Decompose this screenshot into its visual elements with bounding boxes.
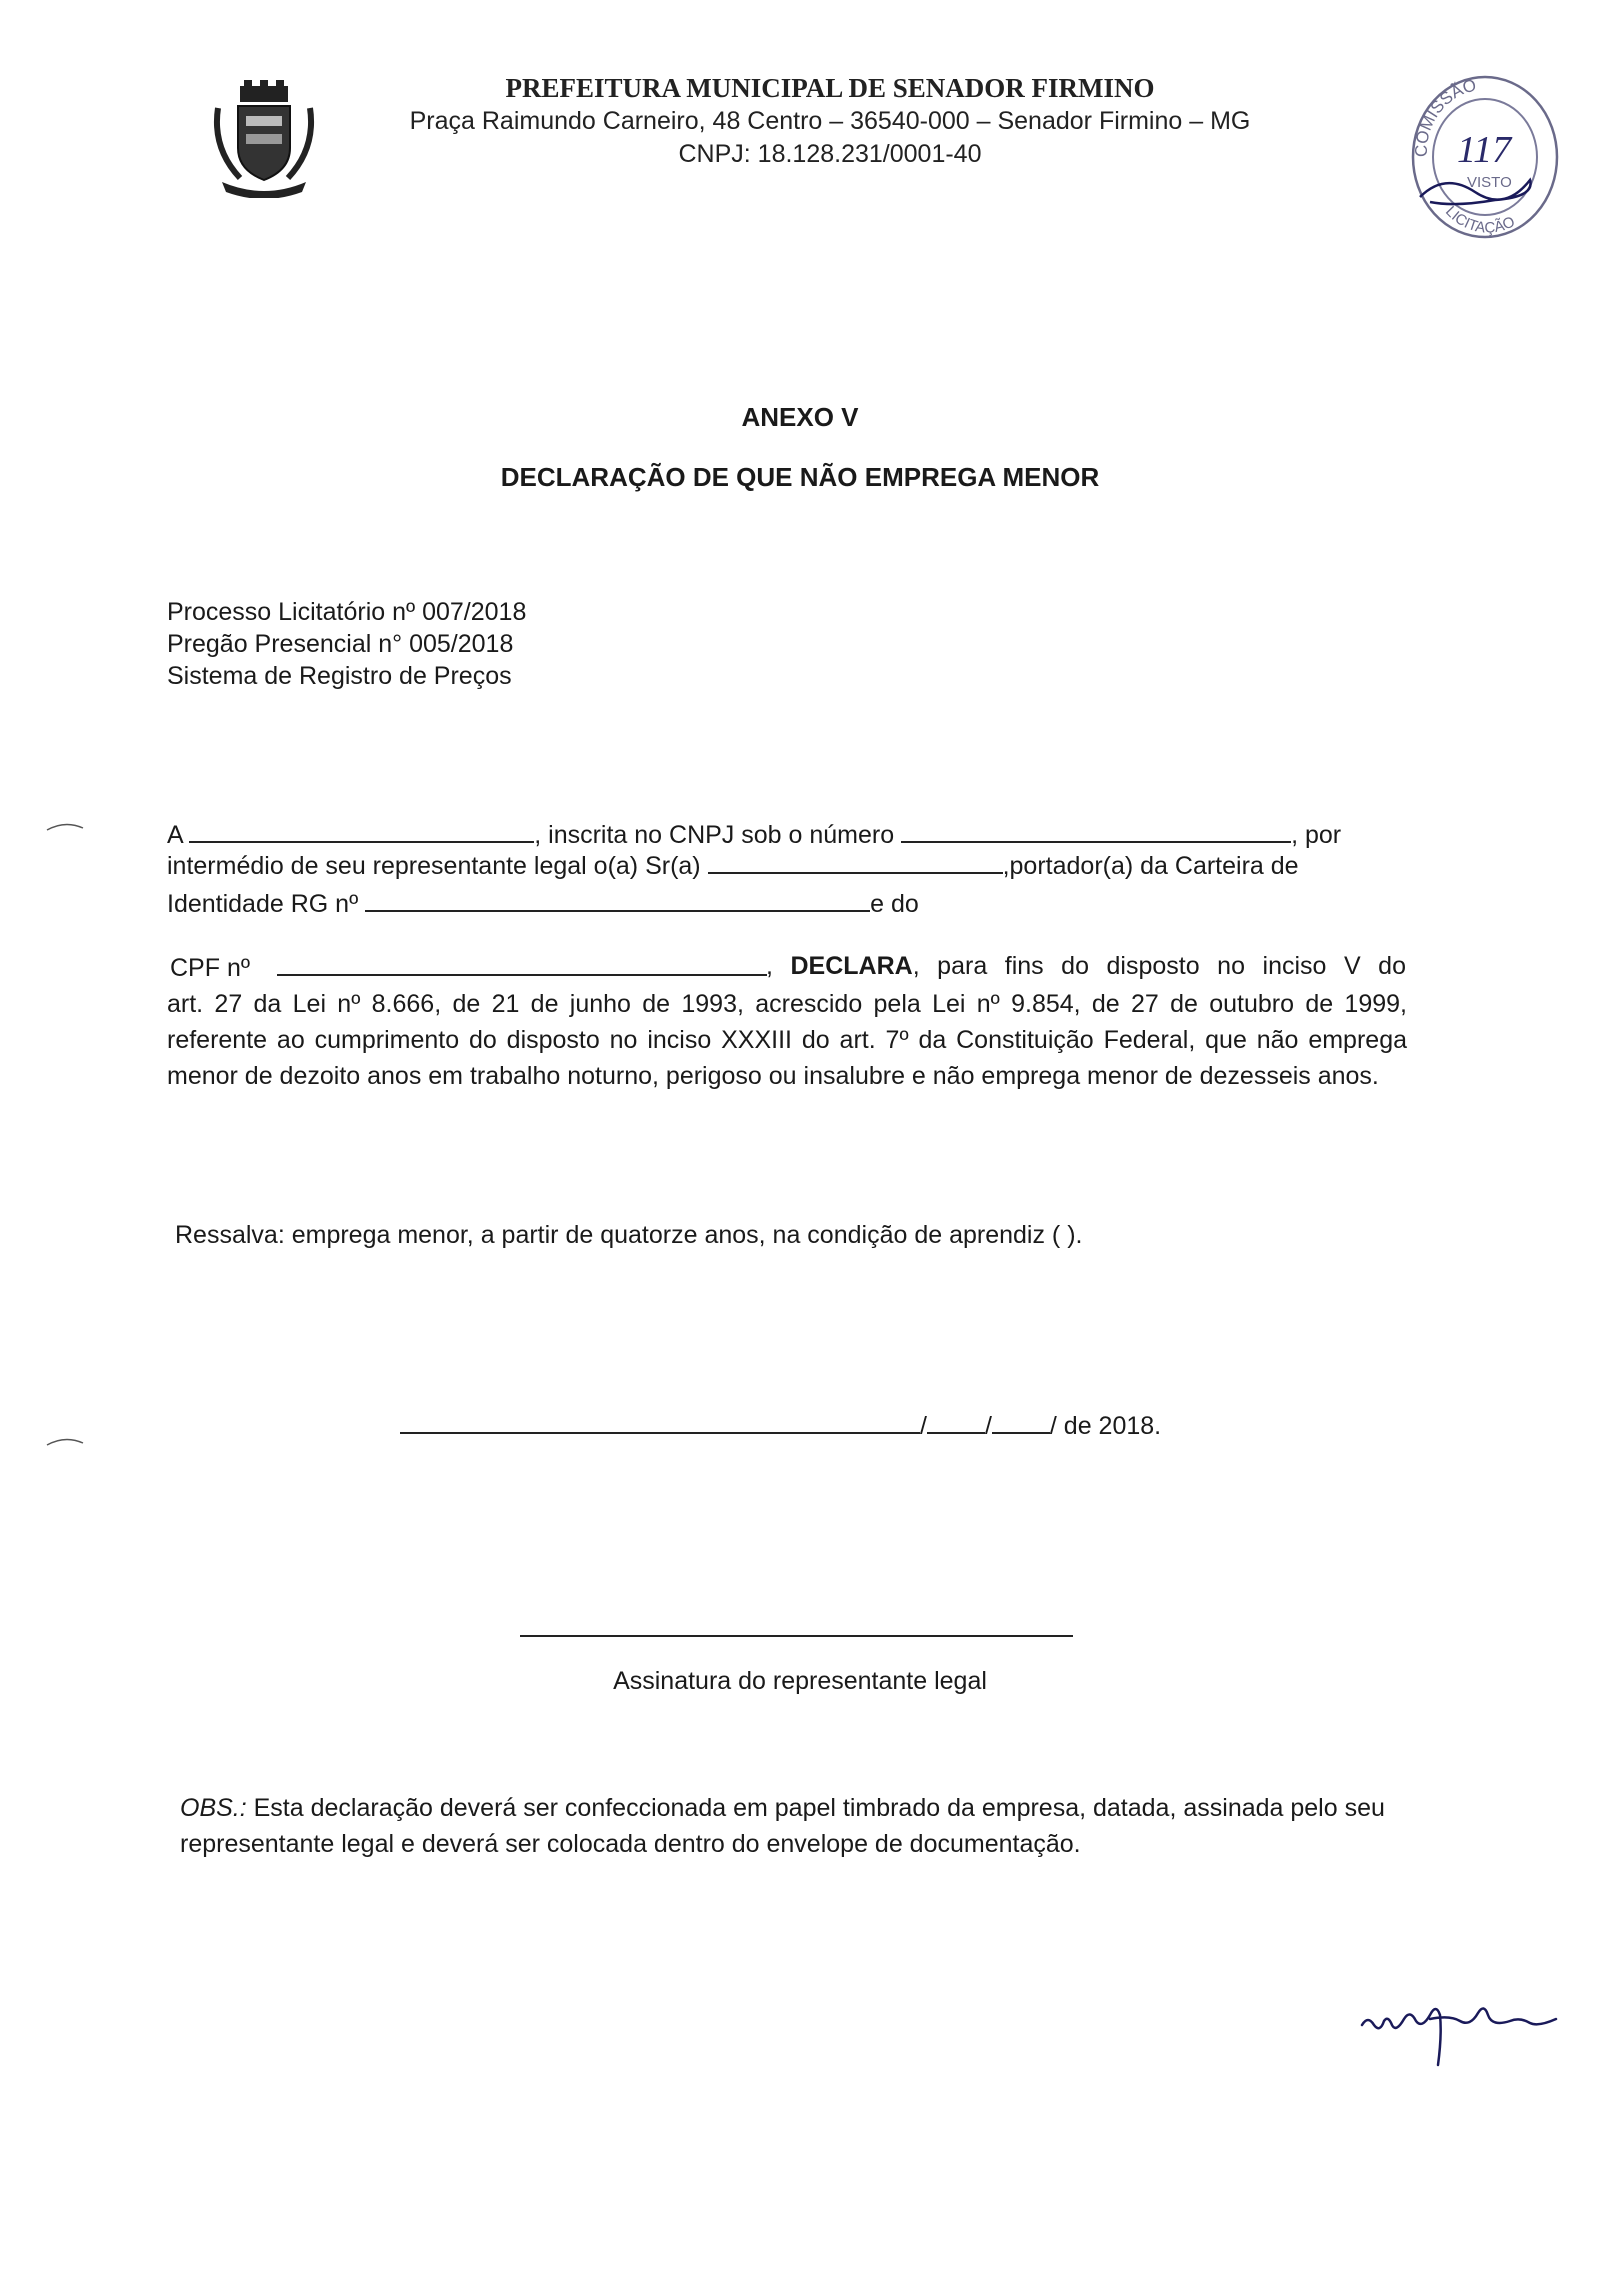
declara-keyword: DECLARA — [790, 952, 913, 980]
declaration-title: DECLARAÇÃO DE QUE NÃO EMPREGA MENOR — [500, 462, 1100, 492]
registry-system: Sistema de Registro de Preços — [167, 662, 512, 690]
cnpj-blank — [901, 819, 1291, 843]
letterhead-cnpj: CNPJ: 18.128.231/0001-40 — [678, 140, 982, 168]
pregao-number: Pregão Presencial n° 005/2018 — [167, 630, 514, 658]
commission-stamp — [1405, 62, 1563, 252]
signature-line — [520, 1635, 1073, 1637]
svg-text:COMISSÃO: COMISSÃO — [1411, 75, 1479, 158]
rg-blank — [365, 888, 870, 912]
form-line-3: Identidade RG nº e do — [167, 890, 919, 918]
obs-text: Esta declaração deverá ser confeccionada em papel timbrado da empresa, datada, assinada pelo seu representante legal e deverá ser colocada dentro do envelope de documentação. — [180, 1794, 1385, 1858]
svg-text:117: 117 — [1457, 129, 1512, 171]
annex-title: ANEXO V — [741, 402, 859, 432]
scan-mark — [45, 820, 85, 834]
declaration-body: art. 27 da Lei nº 8.666, de 21 de junho de 1993, acrescido pela Lei nº 9.854, de 27 de outubro de 1999, referente ao cumprimento do disposto no inciso XXXIII do art. 7º da Constituição Federal, que não emprega menor de dezoito anos em trabalho noturno, perigoso ou insalubre e não emprega menor de dezesseis anos. — [167, 990, 1407, 1090]
company-name-blank — [189, 819, 534, 843]
handwritten-initials — [1360, 1985, 1560, 2075]
svg-text:LICITAÇÃO: LICITAÇÃO — [1441, 203, 1518, 237]
representative-blank — [708, 850, 1003, 874]
letterhead — [330, 72, 1330, 171]
process-info — [167, 596, 526, 692]
letterhead-address: Praça Raimundo Carneiro, 48 Centro – 36540-000 – Senador Firmino – MG — [409, 107, 1251, 135]
process-number: Processo Licitatório nº 007/2018 — [167, 598, 527, 626]
coat-of-arms-logo — [210, 78, 318, 198]
month-blank — [992, 1410, 1050, 1434]
obs-note — [180, 1790, 1420, 1862]
day-blank — [927, 1410, 985, 1434]
date-line: / / / de 2018. — [400, 1410, 1161, 1441]
place-blank — [400, 1410, 920, 1434]
cpf-blank — [277, 952, 767, 976]
form-line-cpf: CPF nº — [170, 952, 767, 983]
svg-text:VISTO: VISTO — [1467, 174, 1512, 191]
declara-tail: , para fins do disposto no inciso V do — [912, 952, 1406, 980]
form-line-1: A , inscrita no CNPJ sob o número , por — [167, 821, 1342, 849]
ressalva-text: Ressalva: emprega menor, a partir de quatorze anos, na condição de aprendiz ( ). — [175, 1221, 1083, 1249]
letterhead-org: PREFEITURA MUNICIPAL DE SENADOR FIRMINO — [505, 73, 1155, 103]
obs-label: OBS.: — [180, 1794, 247, 1822]
declara-line: , DECLARA, para fins do disposto no inciso V do — [766, 952, 1406, 980]
scan-mark — [45, 1435, 85, 1449]
form-line-2: intermédio de seu representante legal o(a) Sr(a) ,portador(a) da Carteira de — [167, 852, 1299, 880]
signature-label: Assinatura do representante legal — [613, 1667, 987, 1695]
